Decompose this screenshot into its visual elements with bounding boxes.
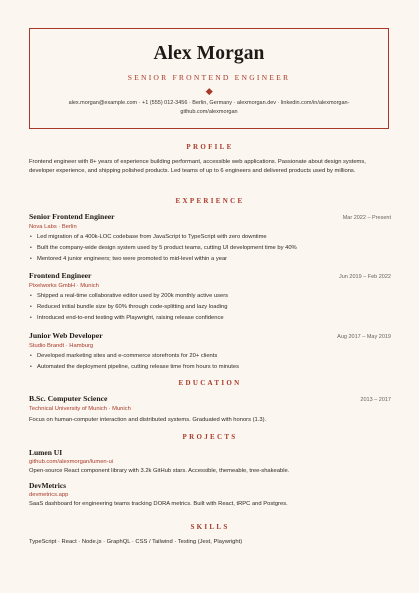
profile-heading: PROFILE: [186, 143, 234, 151]
bullet-item: • Reduced initial bundle size by 60% through code-splitting and lazy loading: [29, 302, 391, 313]
education-dates: 2013 – 2017: [360, 397, 391, 403]
bullet-item: • Automated the deployment pipeline, cutting release time from hours to minutes: [29, 362, 391, 373]
project-link[interactable]: github.com/alexmorgan/lumen-ui: [29, 459, 114, 465]
experience-section: [29, 197, 391, 372]
job-title-heading: SENIOR FRONTEND ENGINEER: [127, 73, 291, 82]
project-item: [29, 481, 391, 509]
project-link[interactable]: devmetrics.app: [29, 491, 69, 498]
profile-section: [29, 143, 391, 176]
job-bullets: [29, 291, 391, 323]
job-bullets: [29, 351, 391, 373]
school-name: Technical University of Munich · Munich: [29, 406, 131, 412]
job-role: Junior Web Developer: [29, 330, 103, 340]
experience-item: [29, 212, 391, 264]
skills-list: TypeScript · React · Node.js · GraphQL · CSS / Tailwind · Testing (Jest, Playwright): [29, 539, 243, 545]
project-description: Open-source React component library with 3.2k GitHub stars. Accessible, themeable, tree-shakeable.: [29, 468, 290, 474]
job-bullets: [29, 232, 391, 264]
experience-item: [29, 271, 391, 323]
job-role: Frontend Engineer: [29, 271, 92, 281]
degree-title: B.Sc. Computer Science: [29, 394, 108, 403]
bullet-item: • Introduced end-to-end testing with Playwright, raising release confidence: [29, 313, 391, 324]
project-name: DevMetrics: [29, 480, 67, 490]
skills-heading: SKILLS: [190, 523, 230, 531]
projects-section: [29, 433, 391, 509]
candidate-name: Alex Morgan: [153, 43, 265, 64]
job-dates: Jun 2019 – Feb 2022: [339, 274, 391, 281]
bullet-item: • Shipped a real-time collaborative editor used by 200k monthly active users: [29, 291, 391, 302]
contact-line: alex.morgan@example.com · +1 (555) 012-3456 · Berlin, Germany · alexmorgan.dev · linkedin.com/in/alexmorgan-github.com/alexmorgan: [68, 99, 350, 115]
job-dates: Aug 2017 – May 2019: [337, 333, 391, 340]
project-name: Lumen UI: [29, 448, 63, 457]
diamond-divider-icon: [206, 88, 212, 94]
education-text: Focus on human-computer interaction and distributed systems. Graduated with honors (1.3).: [29, 417, 267, 423]
education-section: [29, 379, 391, 425]
education-heading: EDUCATION: [178, 379, 242, 387]
bullet-item: • Mentored 4 junior engineers; two were promoted to mid-level within a year: [29, 254, 391, 265]
job-role: Senior Frontend Engineer: [29, 212, 115, 221]
job-company: Nova Labs · Berlin: [29, 224, 77, 230]
project-item: [29, 448, 391, 476]
job-company: Studio Brandt · Hamburg: [29, 342, 94, 349]
profile-text: Frontend engineer with 8+ years of experience building performant, accessible web applications. Passionate about design systems, developer experience, and shipping polished products. Led teams of up to 6 engineers and delivered products used by millions.: [29, 159, 366, 174]
resume-header: [29, 28, 389, 129]
skills-section: [29, 523, 391, 547]
project-description: SaaS dashboard for engineering teams tracking DORA metrics. Built with React, tRPC and Postgres.: [29, 500, 288, 507]
job-company: Pixelworks GmbH · Munich: [29, 283, 99, 290]
bullet-item: • Led migration of a 400k-LOC codebase from JavaScript to TypeScript with zero downtime: [29, 232, 391, 243]
projects-heading: PROJECTS: [182, 433, 238, 441]
experience-item: [29, 331, 391, 373]
bullet-item: • Built the company-wide design system used by 5 product teams, cutting UI development time by 40%: [29, 243, 391, 254]
job-dates: Mar 2022 – Present: [342, 215, 391, 221]
bullet-item: • Developed marketing sites and e-commerce storefronts for 20+ clients: [29, 351, 391, 362]
education-item: [29, 394, 391, 425]
experience-heading: EXPERIENCE: [175, 197, 245, 205]
